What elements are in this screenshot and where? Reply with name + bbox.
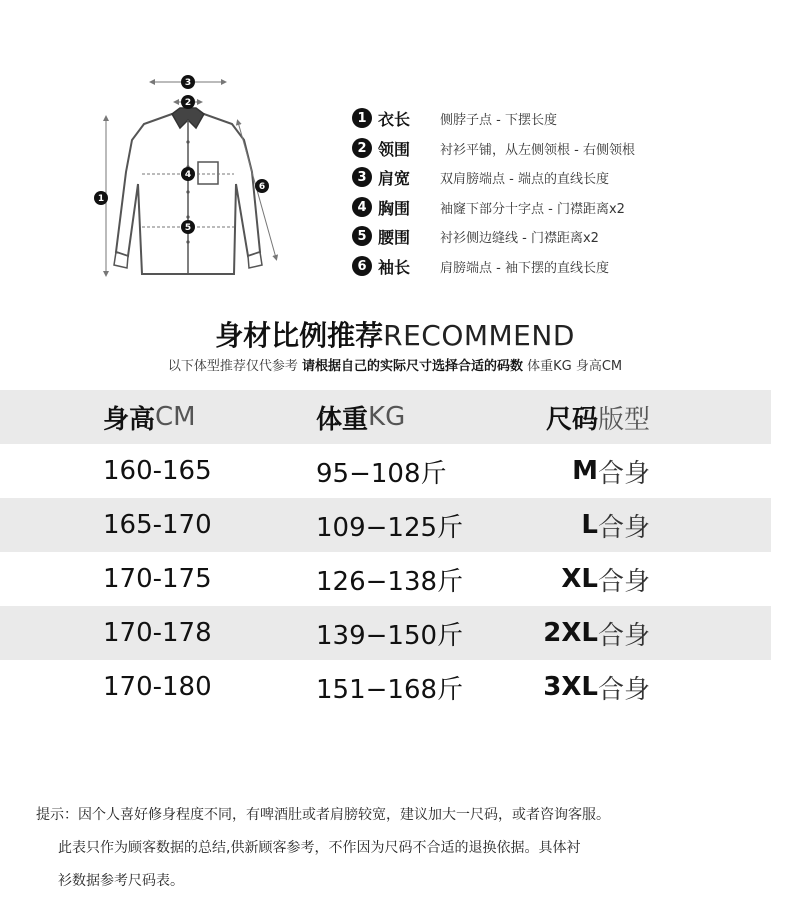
legend-number: 6 [352,256,372,276]
header-size-label: 尺码 [545,404,598,435]
cell-height: 170-178 [103,618,212,648]
diagram-label-1: 1 [97,194,105,204]
legend-description: 双肩膀端点 - 端点的直线长度 [440,171,609,187]
cell-weight: 109−125斤 [316,512,464,543]
diagram-label-4: 4 [184,170,192,180]
diagram-label-6: 6 [258,182,266,192]
shirt-measurement-diagram [92,62,282,292]
size-code: M [572,456,598,486]
header-size [520,390,650,444]
size-code: 3XL [543,672,598,702]
legend-name: 袖长 [378,257,411,277]
header-height-label: 身高 [103,404,156,435]
legend-name: 领围 [378,139,411,159]
legend-name: 衣长 [378,109,411,129]
legend-item [352,165,609,189]
diagram-label-2: 2 [184,98,192,108]
page-title [0,314,790,354]
cell-size [520,498,650,552]
header-height [103,390,196,444]
fit-type: 合身 [597,620,650,651]
subtitle-emphasis: 请根据自己的实际尺寸选择合适的码数 [301,359,523,374]
cell-weight: 126−138斤 [316,566,464,597]
subtitle [0,355,790,374]
header-weight-label: 体重 [316,404,369,435]
table-header-row [0,390,771,444]
subtitle-note: 以下体型推荐仅代参考 [167,359,302,374]
cell-size [520,444,650,498]
header-weight-unit: KG [368,402,406,432]
legend-item [352,195,625,219]
legend-item [352,106,557,130]
diagram-label-5: 5 [184,223,192,233]
legend-description: 衬衫平铺，从左侧领根 - 右侧领根 [440,142,635,158]
legend-number: 1 [352,108,372,128]
cell-height: 170-180 [103,672,212,702]
title-chinese: 身材比例推荐 [215,319,384,352]
legend-item [352,136,635,160]
legend-description: 侧脖子点 - 下摆长度 [440,112,557,128]
header-weight [316,390,405,444]
cell-height: 170-175 [103,564,212,594]
legend-number: 5 [352,226,372,246]
note-line: 提示：因个人喜好修身程度不同，有啤酒肚或者肩膀较宽，建议加大一尺码，或者咨询客服。 [36,807,610,823]
fit-type: 合身 [597,674,650,705]
cell-size [520,552,650,606]
title-english: RECOMMEND [383,319,575,352]
cell-weight: 139−150斤 [316,620,464,651]
diagram-label-3: 3 [184,78,192,88]
cell-weight: 151−168斤 [316,674,464,705]
table-row [0,498,771,552]
cell-weight: 95−108斤 [316,458,447,489]
legend-number: 4 [352,197,372,217]
table-row [0,606,771,660]
fit-type: 合身 [597,566,650,597]
size-code: L [581,510,598,540]
header-height-unit: CM [155,402,196,432]
legend-name: 肩宽 [378,168,411,188]
table-row [0,660,771,714]
cell-height: 165-170 [103,510,212,540]
legend-item [352,254,609,278]
legend-name: 腰围 [378,227,411,247]
size-code: 2XL [543,618,598,648]
subtitle-units: 体重KG 身高CM [522,359,623,374]
legend-number: 3 [352,167,372,187]
table-row [0,444,771,498]
cell-height: 160-165 [103,456,212,486]
legend-item [352,224,599,248]
legend-description: 肩膀端点 - 袖下摆的直线长度 [440,260,609,276]
fit-type: 合身 [597,458,650,489]
table-row [0,552,771,606]
legend-number: 2 [352,138,372,158]
fit-type: 合身 [597,512,650,543]
cell-size [520,660,650,714]
header-fit-label: 版型 [597,404,650,435]
legend-name: 胸围 [378,198,411,218]
size-code: XL [561,564,598,594]
note-line: 此表只作为顾客数据的总结,供新顾客参考，不作因为尺码不合适的退换依据。具体衬 [58,840,581,856]
note-line: 衫数据参考尺码表。 [58,873,184,889]
legend-description: 袖窿下部分十字点 - 门襟距离x2 [440,201,625,217]
legend-description: 衬衫侧边缝线 - 门襟距离x2 [440,230,599,246]
cell-size [520,606,650,660]
